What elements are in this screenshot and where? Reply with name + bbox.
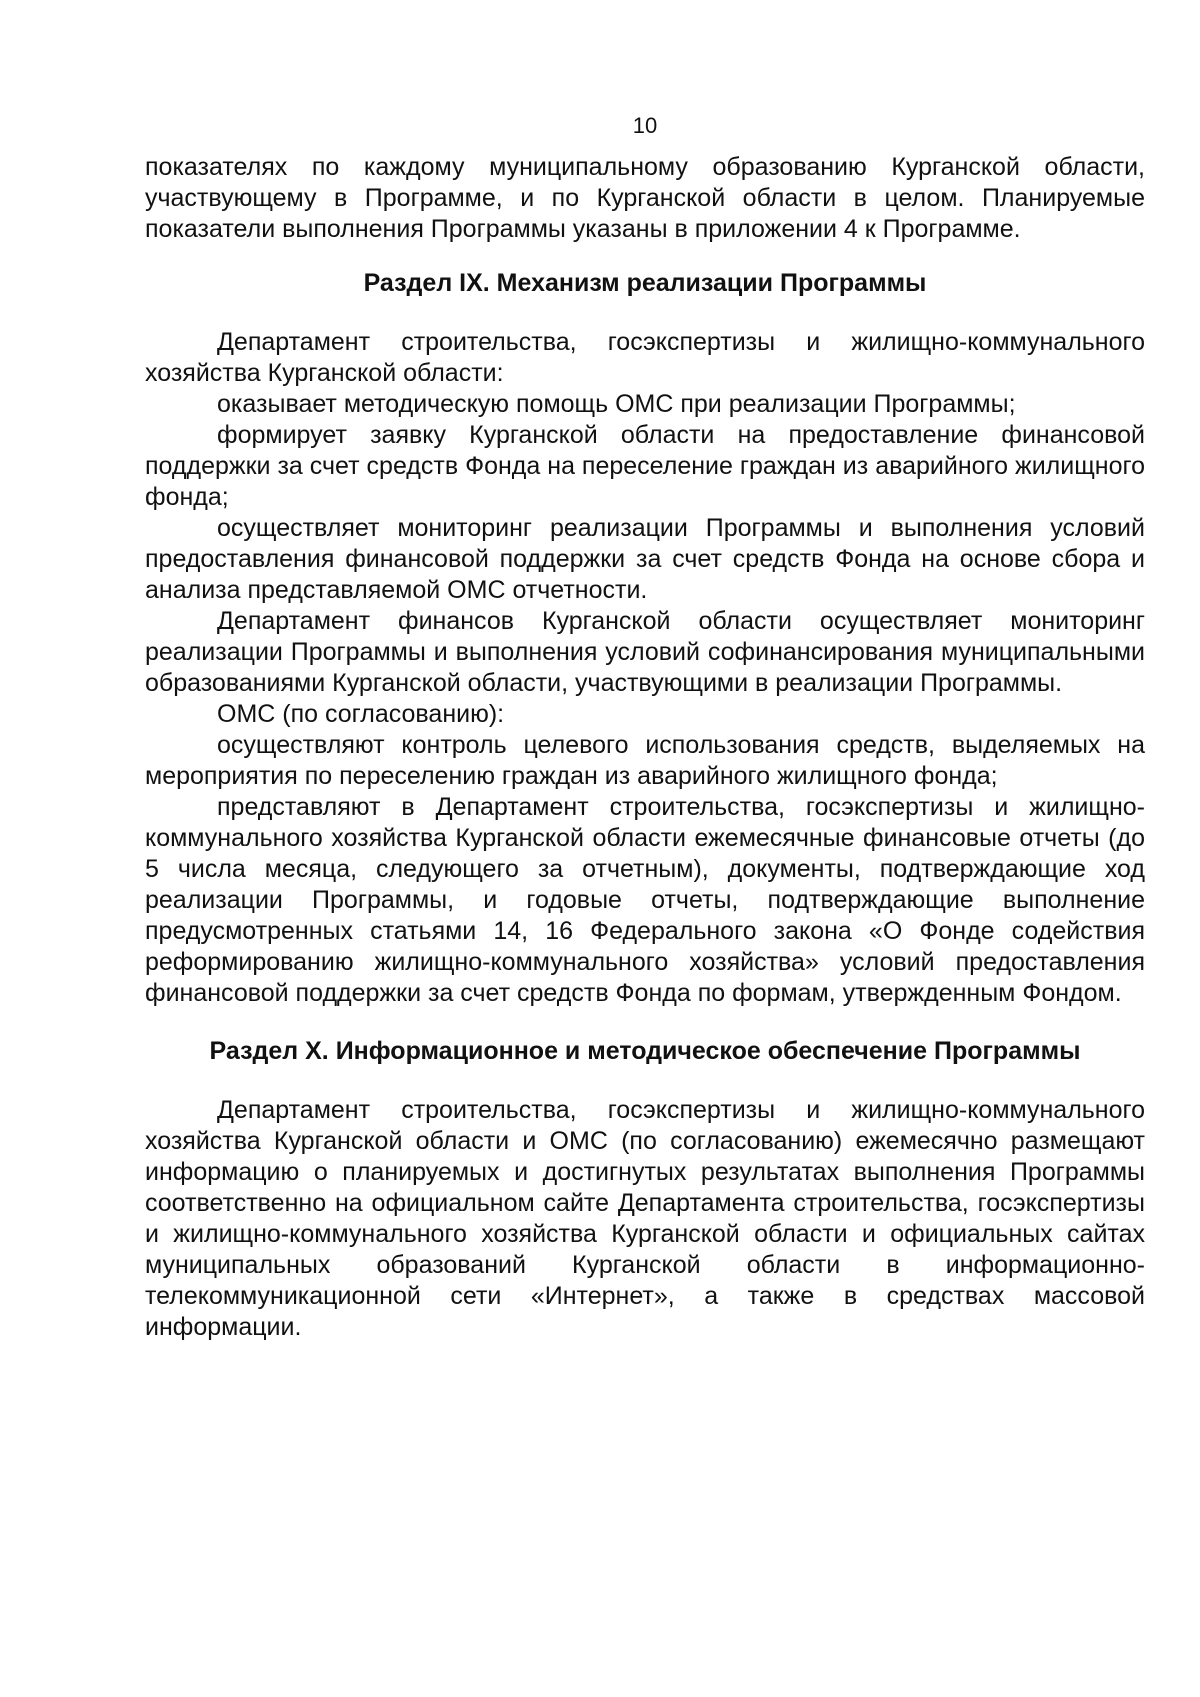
section-ix-title: Раздел IX. Механизм реализации Программы [363,269,927,297]
section-ix-paragraph-4: осуществляет мониторинг реализации Программы и выполнения условий предоставления финансовой поддержки за счет средств Фонда на основе сбора и анализа представляемой ОМС отчетности. [145,514,1145,604]
intro-paragraph: показателях по каждому муниципальному образованию Курганской области, участвующему в Программе, и по Курганской области в целом. Планируемые показатели выполнения Программы указаны в приложении 4 к Программе. [145,153,1145,243]
section-ix-paragraph-6: ОМС (по согласованию): [217,700,505,728]
document-page [145,112,1145,1343]
section-x-title: Раздел X. Информационное и методическое обеспечение Программы [209,1037,1081,1065]
section-ix-paragraph-5: Департамент финансов Курганской области осуществляет мониторинг реализации Программы и выполнения условий софинансирования муниципальными образованиями Курганской области, участвующими в реализации Программы. [145,607,1145,697]
section-x-paragraph-1: Департамент строительства, госэкспертизы и жилищно-коммунального хозяйства Курганской области и ОМС (по согласованию) ежемесячно размещают информацию о планируемых и достигнутых результатах выполнения Программы соответственно на официальном сайте Департамента строительства, госэкспертизы и жилищно-коммунального хозяйства Курганской области и официальных сайтах муниципальных образований Курганской области в информационно-телекоммуникационной сети «Интернет», а также в средствах массовой информации. [145,1096,1145,1341]
section-ix-paragraph-2: оказывает методическую помощь ОМС при реализации Программы; [217,390,1016,418]
section-ix-paragraph-1: Департамент строительства, госэкспертизы и жилищно-коммунального хозяйства Курганской области: [145,328,1145,387]
page-number: 10 [632,113,658,138]
section-ix-paragraph-8: представляют в Департамент строительства, госэкспертизы и жилищно-коммунального хозяйства Курганской области ежемесячные финансовые отчеты (до 5 числа месяца, следующего за отчетным), документы, подтверждающие ход реализации Программы, и годовые отчеты, подтверждающие выполнение предусмотренных статьями 14, 16 Федерального закона «О Фонде содействия реформированию жилищно-коммунального хозяйства» условий предоставления финансовой поддержки за счет средств Фонда по формам, утвержденным Фондом. [145,793,1145,1007]
section-ix-paragraph-7: осуществляют контроль целевого использования средств, выделяемых на мероприятия по переселению граждан из аварийного жилищного фонда; [145,731,1145,790]
section-ix-paragraph-3: формирует заявку Курганской области на предоставление финансовой поддержки за счет средств Фонда на переселение граждан из аварийного жилищного фонда; [145,421,1145,511]
